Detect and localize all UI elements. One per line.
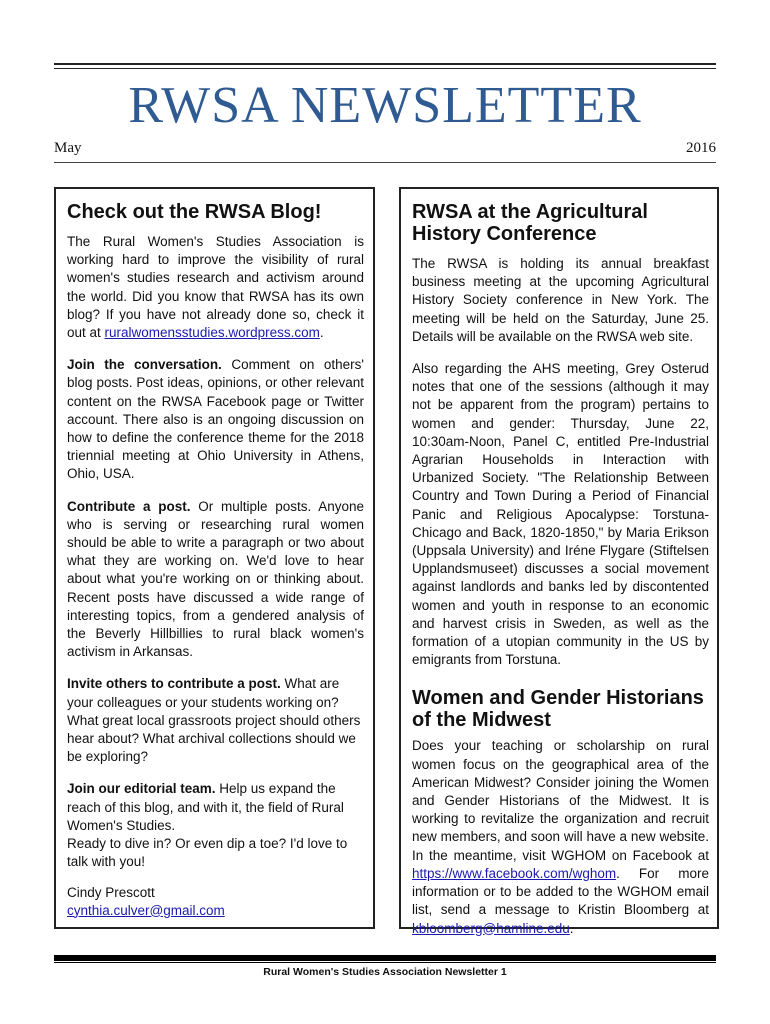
blog-heading: Check out the RWSA Blog!: [67, 201, 322, 223]
join-conversation-paragraph: Join the conversation. Comment on others' blog posts. Post ideas, opinions, or other relevant content on the RWSA Facebook page or Twitter account. There also is an ongoing discussion on how to define the conference theme for the 2018 triennial meeting at Ohio University in Athens, Ohio, USA.: [67, 357, 364, 482]
invite-lead: Invite others to contribute a post.: [67, 676, 281, 692]
editorial-lead: Join our editorial team.: [67, 781, 216, 797]
top-rule: [54, 63, 716, 65]
news-articles-box: [399, 187, 719, 936]
ahs-conference-heading: RWSA at the Agricultural History Conference: [412, 201, 648, 245]
footer-text: Rural Women's Studies Association Newsletter 1: [263, 966, 507, 978]
newsletter-title: RWSA NEWSLETTER: [128, 77, 642, 134]
blog-intro: The Rural Women's Studies Association is working hard to improve the visibility of rural women's studies research and activism around the world. Did you know that RWSA has its own blog? If you have not already done so, check it out at ruralwomensstudies.wordpress.com.: [67, 234, 364, 341]
contribute-lead: Contribute a post.: [67, 498, 191, 514]
wghom-heading: Women and Gender Historians of the Midwest: [412, 687, 704, 732]
ahs-meeting-paragraph: The RWSA is holding its annual breakfast business meeting at the upcoming Agricultural History Society conference in New York. The meeting will be held on the Saturday, June 25. Details will be available on the RWSA web site.: [412, 256, 709, 344]
wghom-paragraph: Does your teaching or scholarship on rural women focus on the geographical area of the American Midwest? Consider joining the Women and Gender Historians of the Midwest. It is working to revitalize the organization and recruit new members, and soon will have a new website. In the meantime, visit WGHOM on Facebook at https://www.facebook.com/wghom. For more information or to be added to the WGHOM email list, send a message to Kristin Bloomberg at kbloomberg@hamline.edu.: [412, 738, 709, 936]
footer-rule-thin: [54, 962, 716, 963]
ready-text: Ready to dive in? Or even dip a toe? I'd love to talk with you!: [67, 836, 348, 870]
blog-article-box: [54, 187, 375, 929]
signature-email-link[interactable]: cynthia.culver@gmail.com: [67, 902, 225, 918]
issue-month: May: [54, 140, 82, 156]
contribute-paragraph: Contribute a post. Or multiple posts. Anyone who is serving or researching rural women should be able to write a paragraph or two about what they are working on. We'd love to hear about what you're working on or thinking about. Recent posts have discussed a wide range of interesting topics, from a gendered analysis of the Beverly Hillbillies to rural black women's activism in Arkansas.: [67, 498, 365, 660]
join-conversation-lead: Join the conversation.: [67, 357, 222, 373]
invite-paragraph: Invite others to contribute a post. What are your colleagues or your students working on? What great local grassroots project should others hear about? What archival collections should we be exploring?: [67, 676, 361, 765]
top-rule-thin: [54, 68, 716, 69]
issue-line: [54, 140, 716, 163]
kristin-email-link[interactable]: kbloomberg@hamline.edu: [412, 920, 570, 936]
ahs-session-paragraph: Also regarding the AHS meeting, Grey Osterud notes that one of the sessions (although it may not be apparent from the program) pertains to women and gender: Thursday, June 22, 10:30am-Noon, Panel C, entitled Pre-Industrial Agrarian Households in Interaction with Urbanized Society. "The Relationship Between Country and Town During a Period of Financial Panic and Religious Apocalypse: Torstuna-Chicago and Back, 1820-1850," by Maria Erikson (Uppsala University) and Iréne Flygare (Stiftelsen Upplandsmuseet) discusses a social movement against landlords and banks led by discontented women and youth in response to an economic and harvest crisis in Sweden, as well as the formation of a utopian community in the US by emigrants from Torstuna.: [412, 361, 709, 668]
blog-link[interactable]: ruralwomensstudies.wordpress.com: [104, 325, 320, 341]
wghom-facebook-link[interactable]: https://www.facebook.com/wghom: [412, 865, 617, 881]
issue-year: 2016: [686, 140, 716, 156]
signature-name: Cindy Prescott: [67, 884, 155, 900]
editorial-paragraph: Join our editorial team. Help us expand the reach of this blog, and with it, the field of Rural Women's Studies. Ready to dive in? Or even dip a toe? I'd love to talk with you!: [67, 781, 348, 870]
signature: [67, 884, 364, 920]
footer-rule: [54, 955, 716, 961]
